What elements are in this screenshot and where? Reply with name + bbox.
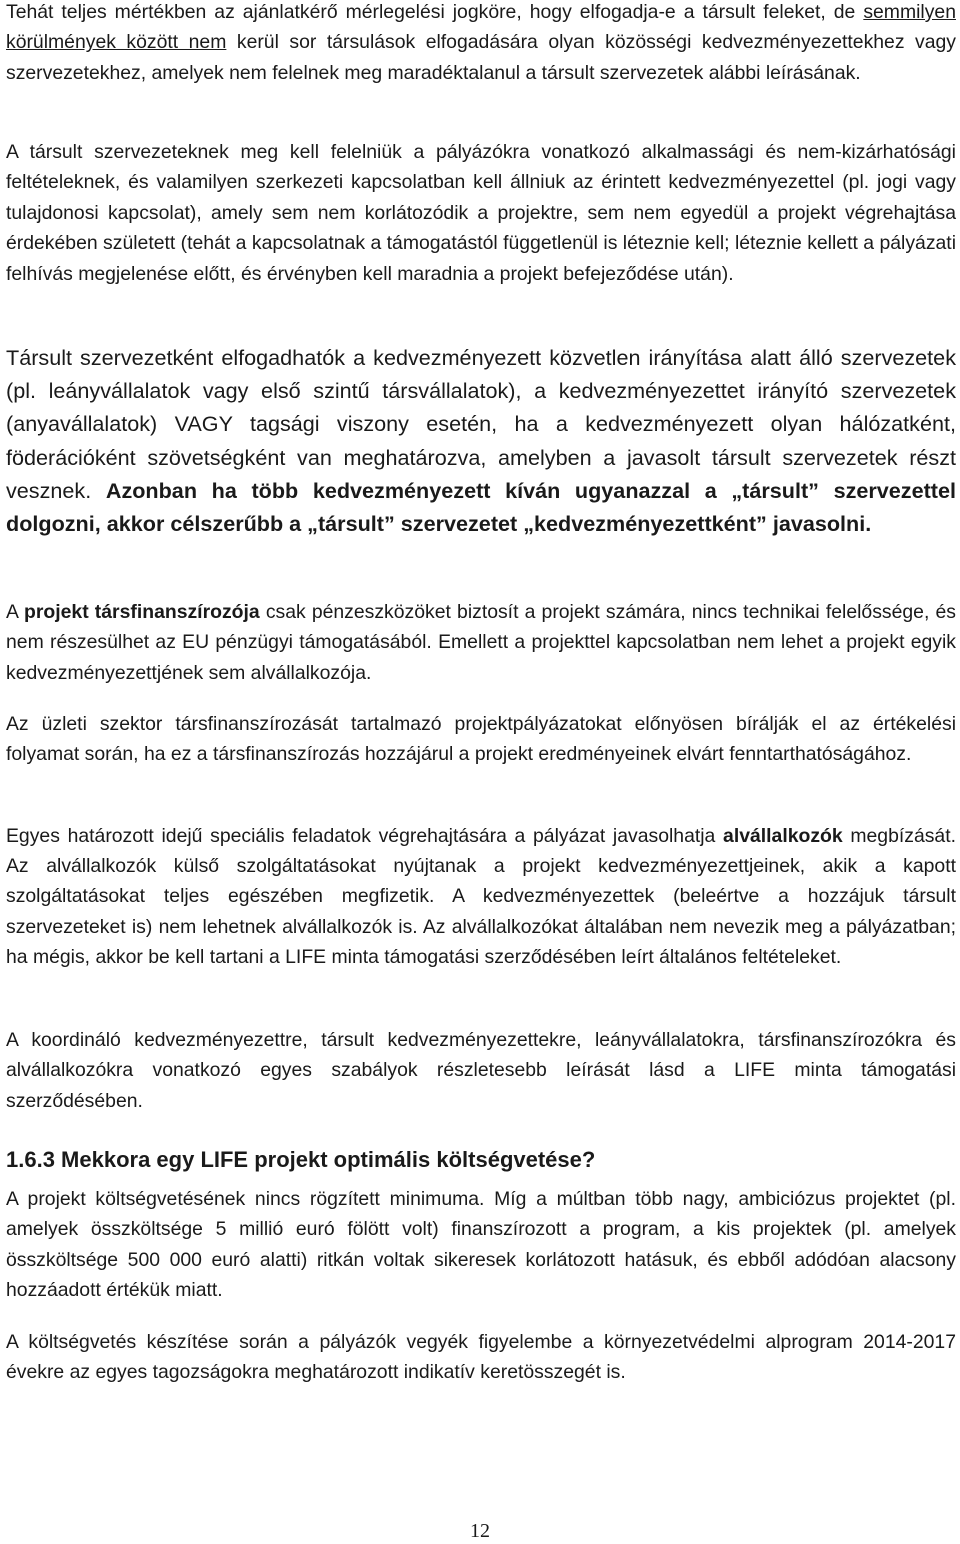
bold-term: alvállalkozók bbox=[723, 825, 843, 847]
paragraph-budget-allocation: A költségvetés készítése során a pályázók vegyék figyelembe a környezetvédelmi alprogram 2014-2017 évekre az egyes tagozságokra meghatározott indikatív keretösszegét is. bbox=[6, 1331, 956, 1384]
paragraph-text: csak pénzeszközöket biztosít a projekt számára, nincs technikai felelőssége, és nem részesülhet az EU pénzügyi támogatásából. Emellett a projekttel kapcsolatban nem lehet a projekt egyik kedvezményezettjének sem alvállalkozója. bbox=[6, 601, 956, 684]
paragraph-text: Egyes határozott idejű speciális feladatok végrehajtására a pályázat javasolhatja bbox=[6, 825, 724, 847]
paragraph-cofinancier bbox=[6, 597, 956, 688]
paragraph-text: Társult szervezetként elfogadhatók a kedvezményezett közvetlen irányítása alatt álló szervezetek (pl. leányvállalatok vagy első szintű társvállalatok), a kedvezményezettet irányító szervezetek (anyavállalatok) VAGY tagsági viszony esetén, ha a kedvezményezett olyan hálózatként, föderációként szövetségként van meghatározva, amelyben a javasolt társult szervezetek részt vesznek. bbox=[6, 345, 956, 503]
underlined-phrase: semmilyen körülmények között nem bbox=[6, 1, 956, 54]
paragraph-rules-reference: A koordináló kedvezményezettre, társult kedvezményezettekre, leányvállalatokra, társfinanszírozókra és alvállalkozókra vonatkozó egyes szabályok részletesebb leírását lásd a LIFE minta támogatási szerződésében. bbox=[6, 1029, 956, 1112]
bold-recommendation: Azonban ha több kedvezményezett kíván ugyanazzal a „társult” szervezettel dolgozni, akkor célszerűbb a „társult” szervezetet „kedvezményezettként” javasolni. bbox=[6, 477, 957, 537]
bold-term: projekt társfinanszírozója bbox=[24, 601, 260, 623]
page-number: 12 bbox=[470, 1520, 490, 1542]
paragraph-budget: A projekt költségvetésének nincs rögzített minimuma. Míg a múltban több nagy, ambiciózus projektet (pl. amelyek összköltsége 5 millió euró fölött volt) finanszírozott a program, a kis projektek (pl. amelyek összköltsége 500 000 euró alatti) ritkán voltak sikeresek korlátozott hatásuk, és ebből adódóan alacsony hozzáadott értékük miatt. bbox=[6, 1188, 956, 1302]
paragraph-text: kerül sor társulások elfogadására olyan közösségi kedvezményezettekhez vagy szervezetekhez, amelyek nem felelnek meg maradéktalanul a társult szervezetek alábbi leírásának. bbox=[6, 31, 956, 84]
section-heading: 1.6.3 Mekkora egy LIFE projekt optimális költségvetése? bbox=[6, 1147, 596, 1172]
paragraph-subcontractors bbox=[6, 821, 956, 972]
paragraph-business-cofinancing: Az üzleti szektor társfinanszírozását tartalmazó projektpályázatokat előnyösen bírálják el az értékelési folyamat során, ha ez a társfinanszírozás hozzájárul a projekt eredményeinek elvárt fenntarthatóságához. bbox=[6, 713, 956, 766]
paragraph-associated-eligible bbox=[6, 341, 956, 540]
paragraph-text: A bbox=[6, 601, 25, 623]
paragraph-associated-requirements: A társult szervezeteknek meg kell felelniük a pályázókra vonatkozó alkalmassági és nem-kizárhatósági feltételeknek, és valamilyen szerkezeti kapcsolatban kell állniuk az érintett kedvezményezettel (pl. jogi vagy tulajdonosi kapcsolat), amely sem nem korlátozódik a projektre, sem nem egyedül a projekt végrehajtása érdekében született (tehát a kapcsolatnak a támogatástól függetlenül is léteznie kell; léteznie kellett a pályázati felhívás megjelenése előtt, és érvényben kell maradnia a projekt befejeződése után). bbox=[6, 141, 956, 285]
paragraph-text: megbízását. Az alvállalkozók külső szolgáltatásokat nyújtanak a projekt kedvezményezettjeinek, akik a kapott szolgáltatásokat teljes egészében megfizetik. A kedvezményezettek (beleértve a hozzájuk társult szervezeteket is) nem lehetnek alvállalkozók is. Az alvállalkozókat általában nem nevezik meg a pályázatban; ha mégis, akkor be kell tartani a LIFE minta támogatási szerződésében leírt általános feltételeket. bbox=[6, 825, 956, 968]
paragraph-text: Tehát teljes mértékben az ajánlatkérő mérlegelési jogköre, hogy elfogadja-e a társult feleket, de bbox=[6, 1, 864, 23]
paragraph-associated-acceptance bbox=[6, 0, 956, 88]
